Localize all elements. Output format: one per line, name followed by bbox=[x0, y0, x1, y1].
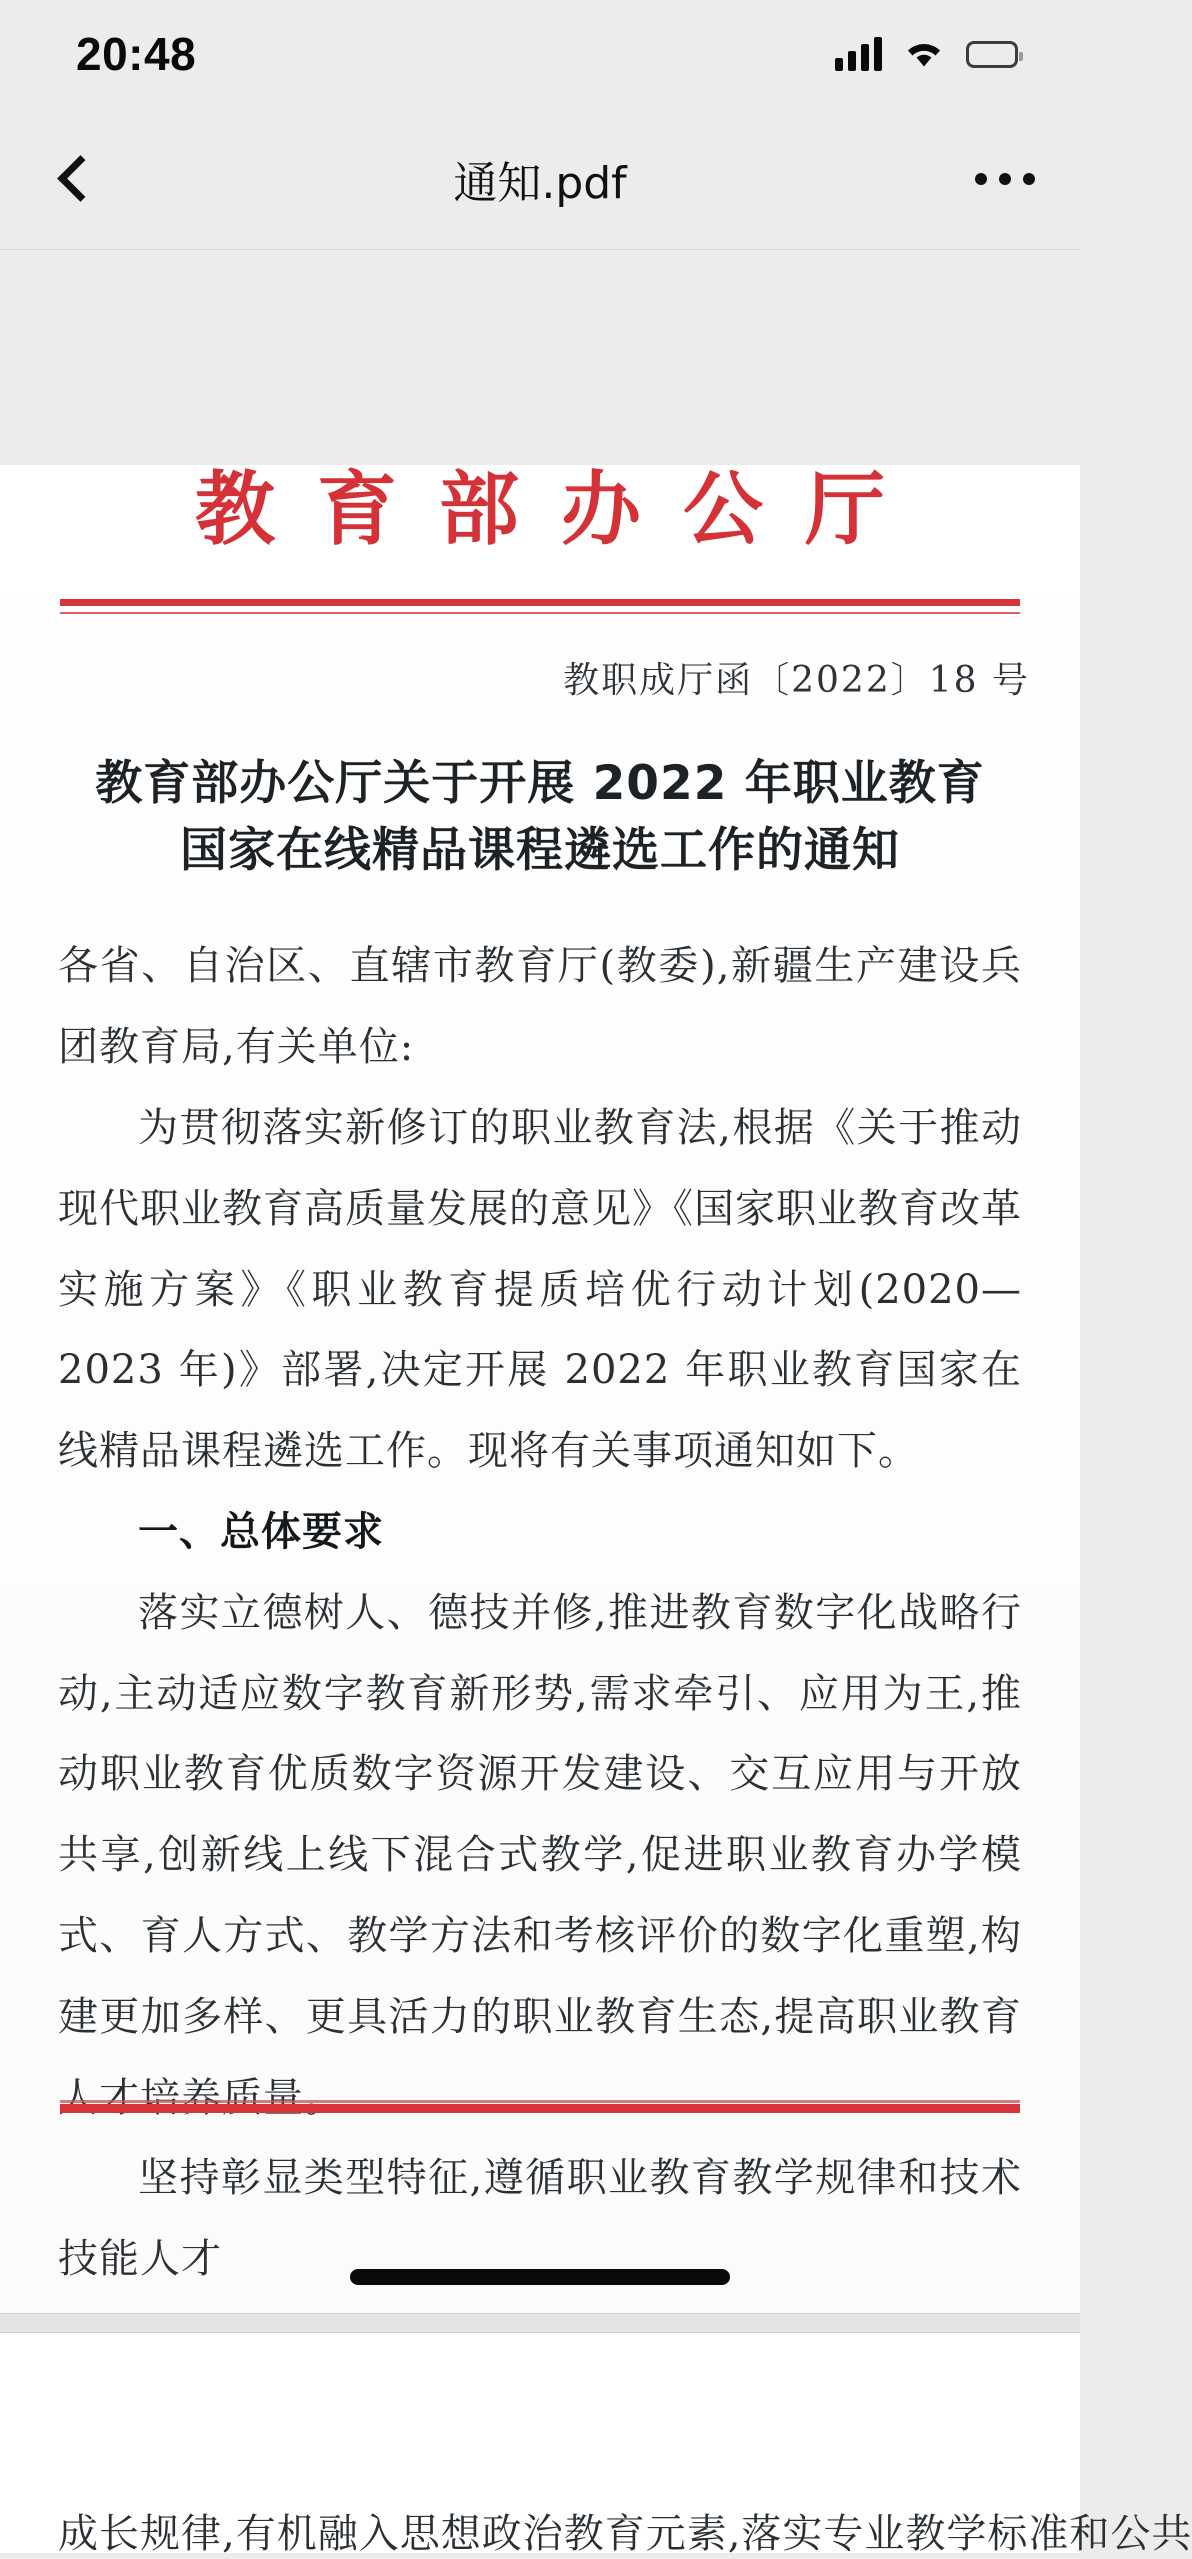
document-title-line-2: 国家在线精品课程遴选工作的通知 bbox=[180, 822, 900, 878]
back-button[interactable] bbox=[0, 108, 150, 249]
section-heading-1: 一、总体要求 bbox=[138, 1509, 384, 1556]
status-bar-indicators bbox=[835, 37, 1018, 71]
document-number: 教职成厅函〔2022〕18 号 bbox=[563, 660, 1030, 701]
navigation-bar bbox=[0, 108, 1080, 250]
page-title: 通知.pdf bbox=[453, 157, 627, 209]
issuing-authority-title: 教育部办公厅 bbox=[195, 462, 927, 556]
document-title-line-1: 教育部办公厅关于开展 2022 年职业教育 bbox=[95, 756, 985, 811]
pdf-page-1[interactable] bbox=[0, 462, 1080, 2313]
pdf-page-2[interactable] bbox=[0, 2333, 1192, 2557]
document-title bbox=[32, 751, 1048, 884]
more-options-button[interactable] bbox=[930, 108, 1080, 249]
page-separator bbox=[0, 2313, 1080, 2333]
addressee-paragraph: 各省、自治区、直辖市教育厅(教委),新疆生产建设兵团教育局,有关单位: bbox=[58, 943, 1022, 1071]
intro-paragraph: 为贯彻落实新修订的职业教育法,根据《关于推动现代职业教育高质量发展的意见》《国家职业教育改革实施方案》《职业教育提质培优行动计划(2020—2023 年)》部署,决定开展 2022 年职业教育国家在线精品课程遴选工作。现将有关事项通知如下。 bbox=[58, 1105, 1022, 1475]
status-bar bbox=[0, 0, 1080, 108]
masthead-red-rule bbox=[60, 599, 1020, 606]
section-1-paragraph-2: 坚持彰显类型特征,遵循职业教育教学规律和技术技能人才 bbox=[58, 2155, 1022, 2283]
status-bar-time: 20:48 bbox=[76, 28, 197, 80]
ellipsis-icon-dot bbox=[975, 173, 987, 185]
cellular-bars-icon bbox=[835, 37, 882, 71]
chevron-left-icon bbox=[57, 155, 104, 202]
wifi-icon bbox=[904, 38, 944, 70]
ellipsis-icon-dot bbox=[999, 173, 1011, 185]
battery-icon bbox=[966, 41, 1018, 68]
document-body bbox=[32, 926, 1048, 2300]
pdf-scroll-container[interactable] bbox=[0, 250, 1192, 2557]
document-masthead bbox=[32, 462, 1048, 606]
home-indicator[interactable] bbox=[350, 2269, 730, 2285]
ellipsis-icon-dot bbox=[1023, 173, 1035, 185]
page-2-first-line: 成长规律,有机融入思想政治教育元素,落实专业教学标准和公共 bbox=[58, 2511, 1192, 2557]
section-1-paragraph-1: 落实立德树人、德技并修,推进教育数字化战略行动,主动适应数字教育新形势,需求牵引、应用为王,推动职业教育优质数字资源开发建设、交互应用与开放共享,创新线上线下混合式教学,促进职业教育办学模式、育人方式、教学方法和考核评价的数字化重塑,构建更加多样、更具活力的职业教育生态,提高职业教育人才培养质量。 bbox=[58, 1589, 1022, 2121]
page-footer-red-rule bbox=[60, 2104, 1020, 2113]
